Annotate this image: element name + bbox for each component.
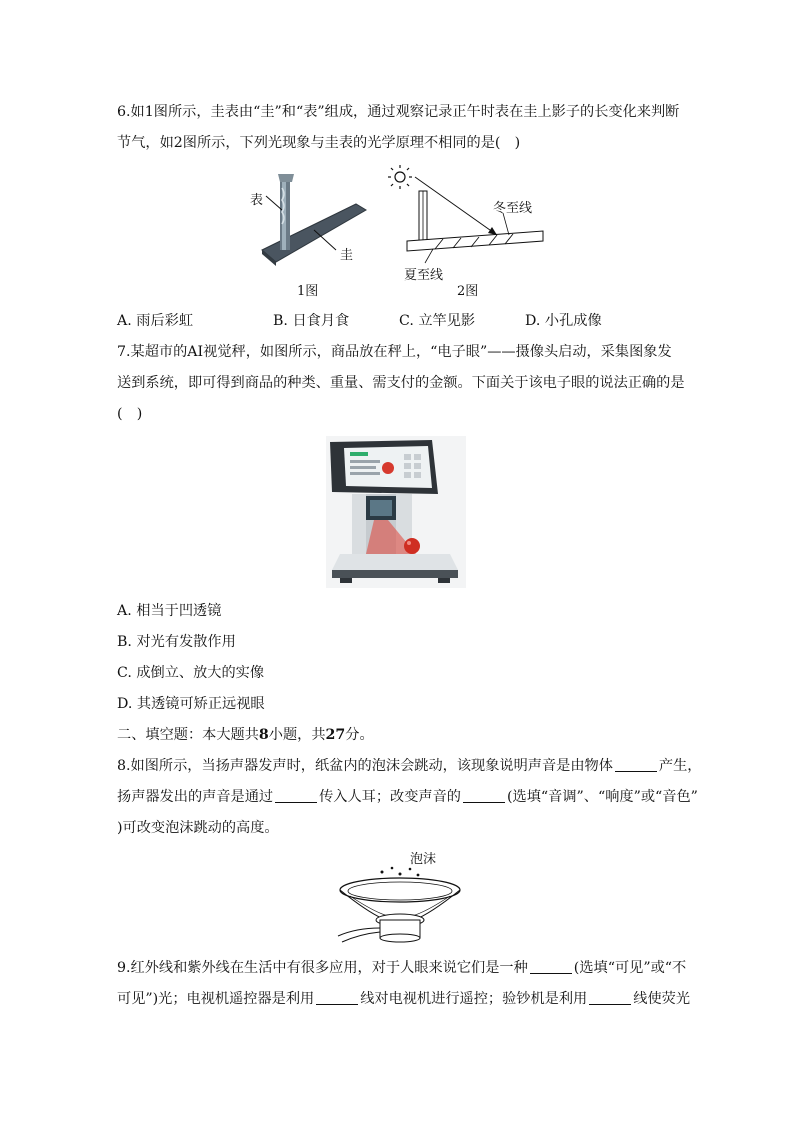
fig1-label-gui: 圭 bbox=[340, 248, 354, 263]
fig2-caption: 2图 bbox=[457, 284, 479, 299]
fig2-label-dongzhi: 冬至线 bbox=[493, 201, 533, 216]
sun-ray-diagram-icon bbox=[385, 163, 550, 273]
q8-blank-3[interactable] bbox=[463, 787, 505, 803]
q6-line-1: 6.如1图所示，圭表由“圭”和“表”组成，通过观察记录正午时表在圭上影子的长变化来判断 bbox=[117, 104, 680, 120]
q6-option-c[interactable]: C. 立竿见影 bbox=[399, 313, 476, 329]
fig1-caption: 1图 bbox=[297, 284, 319, 299]
section-2-heading: 二、填空题：本大题共8小题，共27分。 bbox=[117, 727, 374, 743]
q7-line-2: 送到系统，即可得到商品的种类、重量、需支付的金额。下面关于该电子眼的说法正确的是 bbox=[117, 375, 685, 391]
q7-option-a[interactable]: A. 相当于凹透镜 bbox=[117, 603, 222, 619]
q9-line-2: 可见”)光；电视机遥控器是利用 线对电视机进行遥控；验钞机是利用 线使荧光 bbox=[117, 991, 691, 1007]
ai-scale-icon bbox=[326, 436, 466, 588]
q8-line-3: )可改变泡沫跳动的高度。 bbox=[117, 820, 279, 836]
q8-blank-1[interactable] bbox=[615, 756, 657, 772]
speaker-icon bbox=[330, 858, 470, 948]
q7-option-c[interactable]: C. 成倒立、放大的实像 bbox=[117, 665, 265, 681]
q6-line-2: 节气，如2图所示，下列光现象与圭表的光学原理不相同的是( ) bbox=[117, 135, 521, 151]
q7-line-3: ( ) bbox=[117, 406, 143, 422]
q8-line-2: 扬声器发出的声音是通过 传入人耳；改变声音的 (选填“音调”、“响度”或“音色” bbox=[117, 789, 698, 805]
fig1-label-biao: 表 bbox=[250, 193, 264, 208]
ai-scale-figure bbox=[326, 436, 466, 588]
q8-blank-2[interactable] bbox=[275, 787, 317, 803]
speaker-figure bbox=[330, 858, 470, 948]
q7-line-1: 7.某超市的AI视觉秤，如图所示，商品放在秤上，“电子眼”——摄像头启动，采集图象发 bbox=[117, 344, 672, 360]
q7-option-b[interactable]: B. 对光有发散作用 bbox=[117, 634, 236, 650]
gnomon-schematic-figure bbox=[385, 163, 550, 273]
q6-option-b[interactable]: B. 日食月食 bbox=[273, 313, 350, 329]
q9-blank-2[interactable] bbox=[316, 989, 358, 1005]
q9-blank-1[interactable] bbox=[530, 958, 572, 974]
q8-line-1: 8.如图所示，当扬声器发声时，纸盆内的泡沫会跳动，该现象说明声音是由物体 产生， bbox=[117, 758, 702, 774]
fig2-label-xiazhi: 夏至线 bbox=[404, 268, 444, 283]
q9-line-1: 9.红外线和紫外线在生活中有很多应用，对于人眼来说它们是一种 (选填“可见”或“不 bbox=[117, 960, 687, 976]
section-2-score: 27 bbox=[325, 727, 346, 743]
q9-blank-3[interactable] bbox=[589, 989, 631, 1005]
section-2-count: 8 bbox=[258, 727, 269, 743]
q7-option-d[interactable]: D. 其透镜可矫正远视眼 bbox=[117, 696, 265, 712]
speaker-label-foam: 泡沫 bbox=[410, 852, 437, 867]
q6-option-a[interactable]: A. 雨后彩虹 bbox=[117, 313, 194, 329]
q6-option-d[interactable]: D. 小孔成像 bbox=[525, 313, 602, 329]
